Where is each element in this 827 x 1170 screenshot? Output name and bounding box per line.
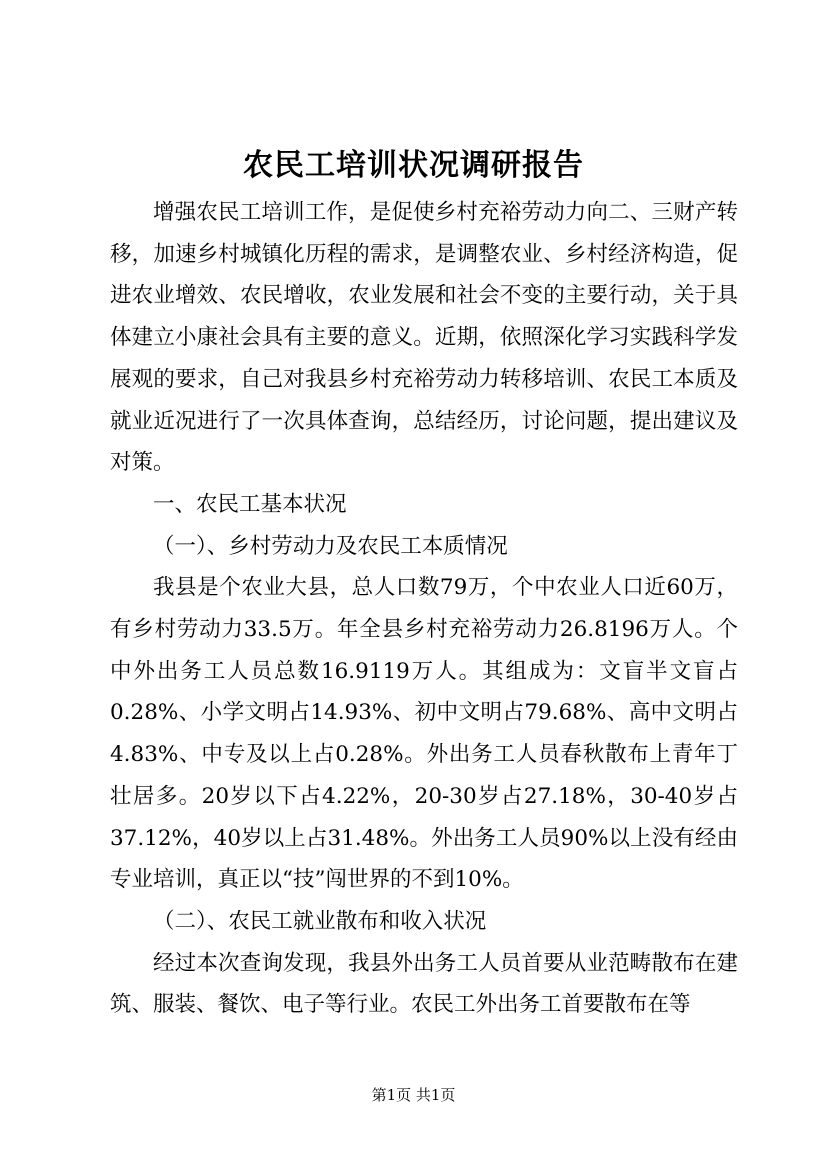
subsection-heading-employment-income: （二）、农民工就业散布和收入状况 [153,908,487,934]
section-heading-basic-status: 一、农民工基本状况 [153,491,347,517]
paragraph-intro: 增强农民工培训工作，是促使乡村充裕劳动力向二、三财产转移，加速乡村城镇化历程的需求，是调整农业、乡村经济构造，促进农业增效、农民增收，农业发展和社会不变的主要行动，关于具体建立小康社会具有主要的意义。近期，依照深化学习实践科学发展观的要求，自己对我县乡村充裕劳动力转移培训、农民工本质及就业近况进行了一次具体查询，总结经历，讨论问题，提出建议及对策。 [110,200,738,476]
document-body [110,192,738,1026]
paragraph-employment-distribution: 经过本次查询发现，我县外出务工人员首要从业范畴散布在建筑、服装、餐饮、电子等行业。农民工外出务工首要散布在等 [110,950,738,1018]
document-title: 农民工培训状况调研报告 [243,148,584,183]
page-number-footer: 第1页 共1页 [371,1086,456,1104]
paragraph-labor-statistics: 我县是个农业大县，总人口数79万，个中农业人口近60万，有乡村劳动力33.5万。年全县乡村充裕劳动力26.8196万人。个中外出务工人员总数16.9119万人。其组成为：文盲半文盲占0.28%、小学文明占14.93%、初中文明占79.68%、高中文明占4.83%、中专及以上占0.28%。外出务工人员春秋散布上青年丁壮居多。20岁以下占4.22%，20-30岁占27.18%，30-40岁占37.12%，40岁以上占31.48%。外出务工人员90%以上没有经由专业培训，真正以“技”闯世界的不到10%。 [110,575,738,893]
subsection-heading-labor-quality: （一）、乡村劳动力及农民工本质情况 [153,533,508,559]
